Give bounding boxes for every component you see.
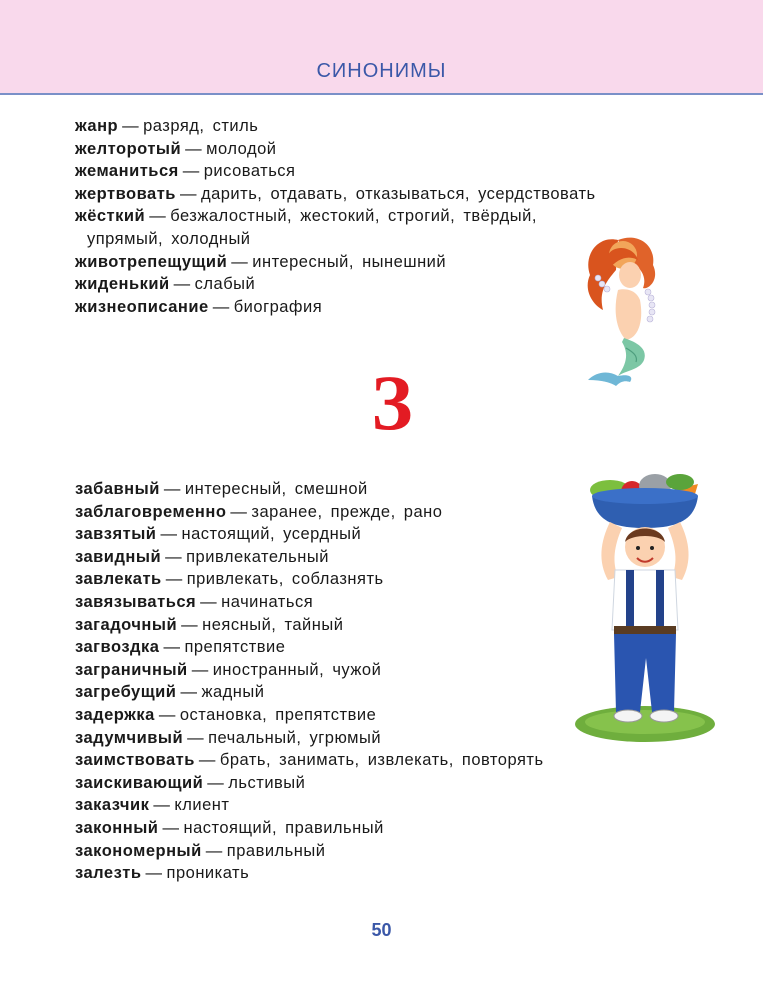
entry-synonyms: правильный xyxy=(226,841,326,860)
entry-row xyxy=(75,817,544,840)
entries-z xyxy=(75,478,544,885)
entry-dash: — xyxy=(191,660,209,679)
entry-row xyxy=(75,659,544,682)
entry-dash: — xyxy=(200,592,218,611)
entry-word: жиденький xyxy=(75,275,170,294)
entry-dash: — xyxy=(179,184,197,203)
entry-row xyxy=(75,749,544,772)
entry-synonyms: молодой xyxy=(206,139,277,158)
entry-word: заблаговременно xyxy=(75,502,227,521)
entry-row xyxy=(75,523,544,546)
entry-word: закономерный xyxy=(75,841,202,860)
entry-dash: — xyxy=(182,162,200,181)
entry-word: задумчивый xyxy=(75,728,184,747)
page-header xyxy=(0,0,763,95)
entry-dash: — xyxy=(180,683,198,702)
entry-synonyms: слабый xyxy=(194,275,256,294)
entry-synonyms: интересный, нынешний xyxy=(252,252,447,271)
entry-synonyms: проникать xyxy=(166,864,250,883)
entry-word: заказчик xyxy=(75,796,150,815)
entry-dash: — xyxy=(187,728,205,747)
entry-dash: — xyxy=(230,502,248,521)
entry-synonyms: начинаться xyxy=(221,592,314,611)
entry-row xyxy=(75,794,544,817)
entry-synonyms: клиент xyxy=(174,796,230,815)
header-title: СИНОНИМЫ xyxy=(316,60,447,82)
entry-synonyms: остановка, препятствие xyxy=(179,705,377,724)
entry-synonyms: безжалостный, жестокий, строгий, твёрдый, xyxy=(170,207,537,226)
entry-dash: — xyxy=(165,547,183,566)
entry-row xyxy=(75,205,596,228)
entry-word: законный xyxy=(75,818,159,837)
entry-word: жертвовать xyxy=(75,184,176,203)
entry-row xyxy=(75,772,544,795)
entry-word: завидный xyxy=(75,547,162,566)
entry-synonyms: жадный xyxy=(201,683,265,702)
entry-word: жизнеописание xyxy=(75,297,209,316)
entry-dash: — xyxy=(205,841,223,860)
entry-dash: — xyxy=(212,297,230,316)
entry-word: завлекать xyxy=(75,570,162,589)
entry-row xyxy=(75,546,544,569)
entry-row xyxy=(75,115,596,138)
entry-dash: — xyxy=(162,818,180,837)
entry-dash: — xyxy=(145,864,163,883)
entry-synonyms: заранее, прежде, рано xyxy=(251,502,443,521)
entry-row xyxy=(75,501,544,524)
entry-row xyxy=(75,862,544,885)
entry-synonyms: неясный, тайный xyxy=(202,615,344,634)
entry-dash: — xyxy=(173,275,191,294)
entry-synonyms: биография xyxy=(233,297,323,316)
entry-dash: — xyxy=(122,117,140,135)
entry-dash: — xyxy=(207,773,225,792)
entry-word: заискивающий xyxy=(75,773,204,792)
entry-synonyms: настоящий, усердный xyxy=(181,525,362,544)
entry-word: залезть xyxy=(75,864,142,883)
entry-word: жанр xyxy=(75,117,119,135)
entry-continuation: упрямый, холодный xyxy=(87,229,251,248)
entry-row xyxy=(75,614,544,637)
boy-with-vegetable-basket-illustration xyxy=(570,462,715,747)
entry-word: заграничный xyxy=(75,660,188,679)
entry-word: загребущий xyxy=(75,683,177,702)
entry-word: завязываться xyxy=(75,592,197,611)
section-letter: З xyxy=(371,359,413,446)
entry-synonyms: брать, занимать, извлекать, повторять xyxy=(219,751,544,770)
entry-synonyms: иностранный, чужой xyxy=(212,660,382,679)
entry-dash: — xyxy=(185,139,203,158)
entry-dash: — xyxy=(231,252,249,271)
entry-synonyms: дарить, отдавать, отказываться, усердствовать xyxy=(200,184,596,203)
page-number: 50 xyxy=(371,920,392,940)
entry-synonyms: рисоваться xyxy=(203,162,296,181)
entry-row xyxy=(75,591,544,614)
entry-word: жёсткий xyxy=(75,207,146,226)
entry-row xyxy=(75,636,544,659)
entry-row xyxy=(75,273,596,296)
entry-row xyxy=(75,568,544,591)
entry-synonyms: настоящий, правильный xyxy=(183,818,384,837)
entry-dash: — xyxy=(163,480,181,498)
entry-word: желторотый xyxy=(75,139,182,158)
entry-dash: — xyxy=(153,796,171,815)
entry-synonyms: привлекательный xyxy=(186,547,329,566)
entries-zh xyxy=(75,115,596,318)
entry-row xyxy=(75,681,544,704)
entry-dash: — xyxy=(181,615,199,634)
entry-word: жеманиться xyxy=(75,162,179,181)
entry-row xyxy=(75,704,544,727)
entry-dash: — xyxy=(149,207,167,226)
entry-synonyms: препятствие xyxy=(184,638,286,657)
entry-word: завзятый xyxy=(75,525,157,544)
entry-word: задержка xyxy=(75,705,155,724)
entry-row xyxy=(75,251,596,274)
entry-row xyxy=(75,478,544,501)
entry-synonyms: привлекать, соблазнять xyxy=(186,570,384,589)
entry-row xyxy=(75,138,596,161)
entry-word: животрепещущий xyxy=(75,252,228,271)
entry-row xyxy=(75,840,544,863)
entry-row xyxy=(75,160,596,183)
entry-word: загвоздка xyxy=(75,638,160,657)
entry-synonyms: интересный, смешной xyxy=(184,480,368,498)
entry-word: забавный xyxy=(75,480,160,498)
entry-dash: — xyxy=(160,525,178,544)
entry-synonyms: разряд, стиль xyxy=(143,117,259,135)
entry-row xyxy=(75,183,596,206)
entry-dash: — xyxy=(165,570,183,589)
entry-synonyms: печальный, угрюмый xyxy=(208,728,382,747)
entry-word: загадочный xyxy=(75,615,178,634)
entry-row xyxy=(75,727,544,750)
entry-word: заимствовать xyxy=(75,751,195,770)
entry-row xyxy=(75,296,596,319)
entry-dash: — xyxy=(198,751,216,770)
entry-dash: — xyxy=(163,638,181,657)
entry-dash: — xyxy=(158,705,176,724)
entry-synonyms: льстивый xyxy=(228,773,306,792)
mermaid-illustration xyxy=(578,230,673,390)
